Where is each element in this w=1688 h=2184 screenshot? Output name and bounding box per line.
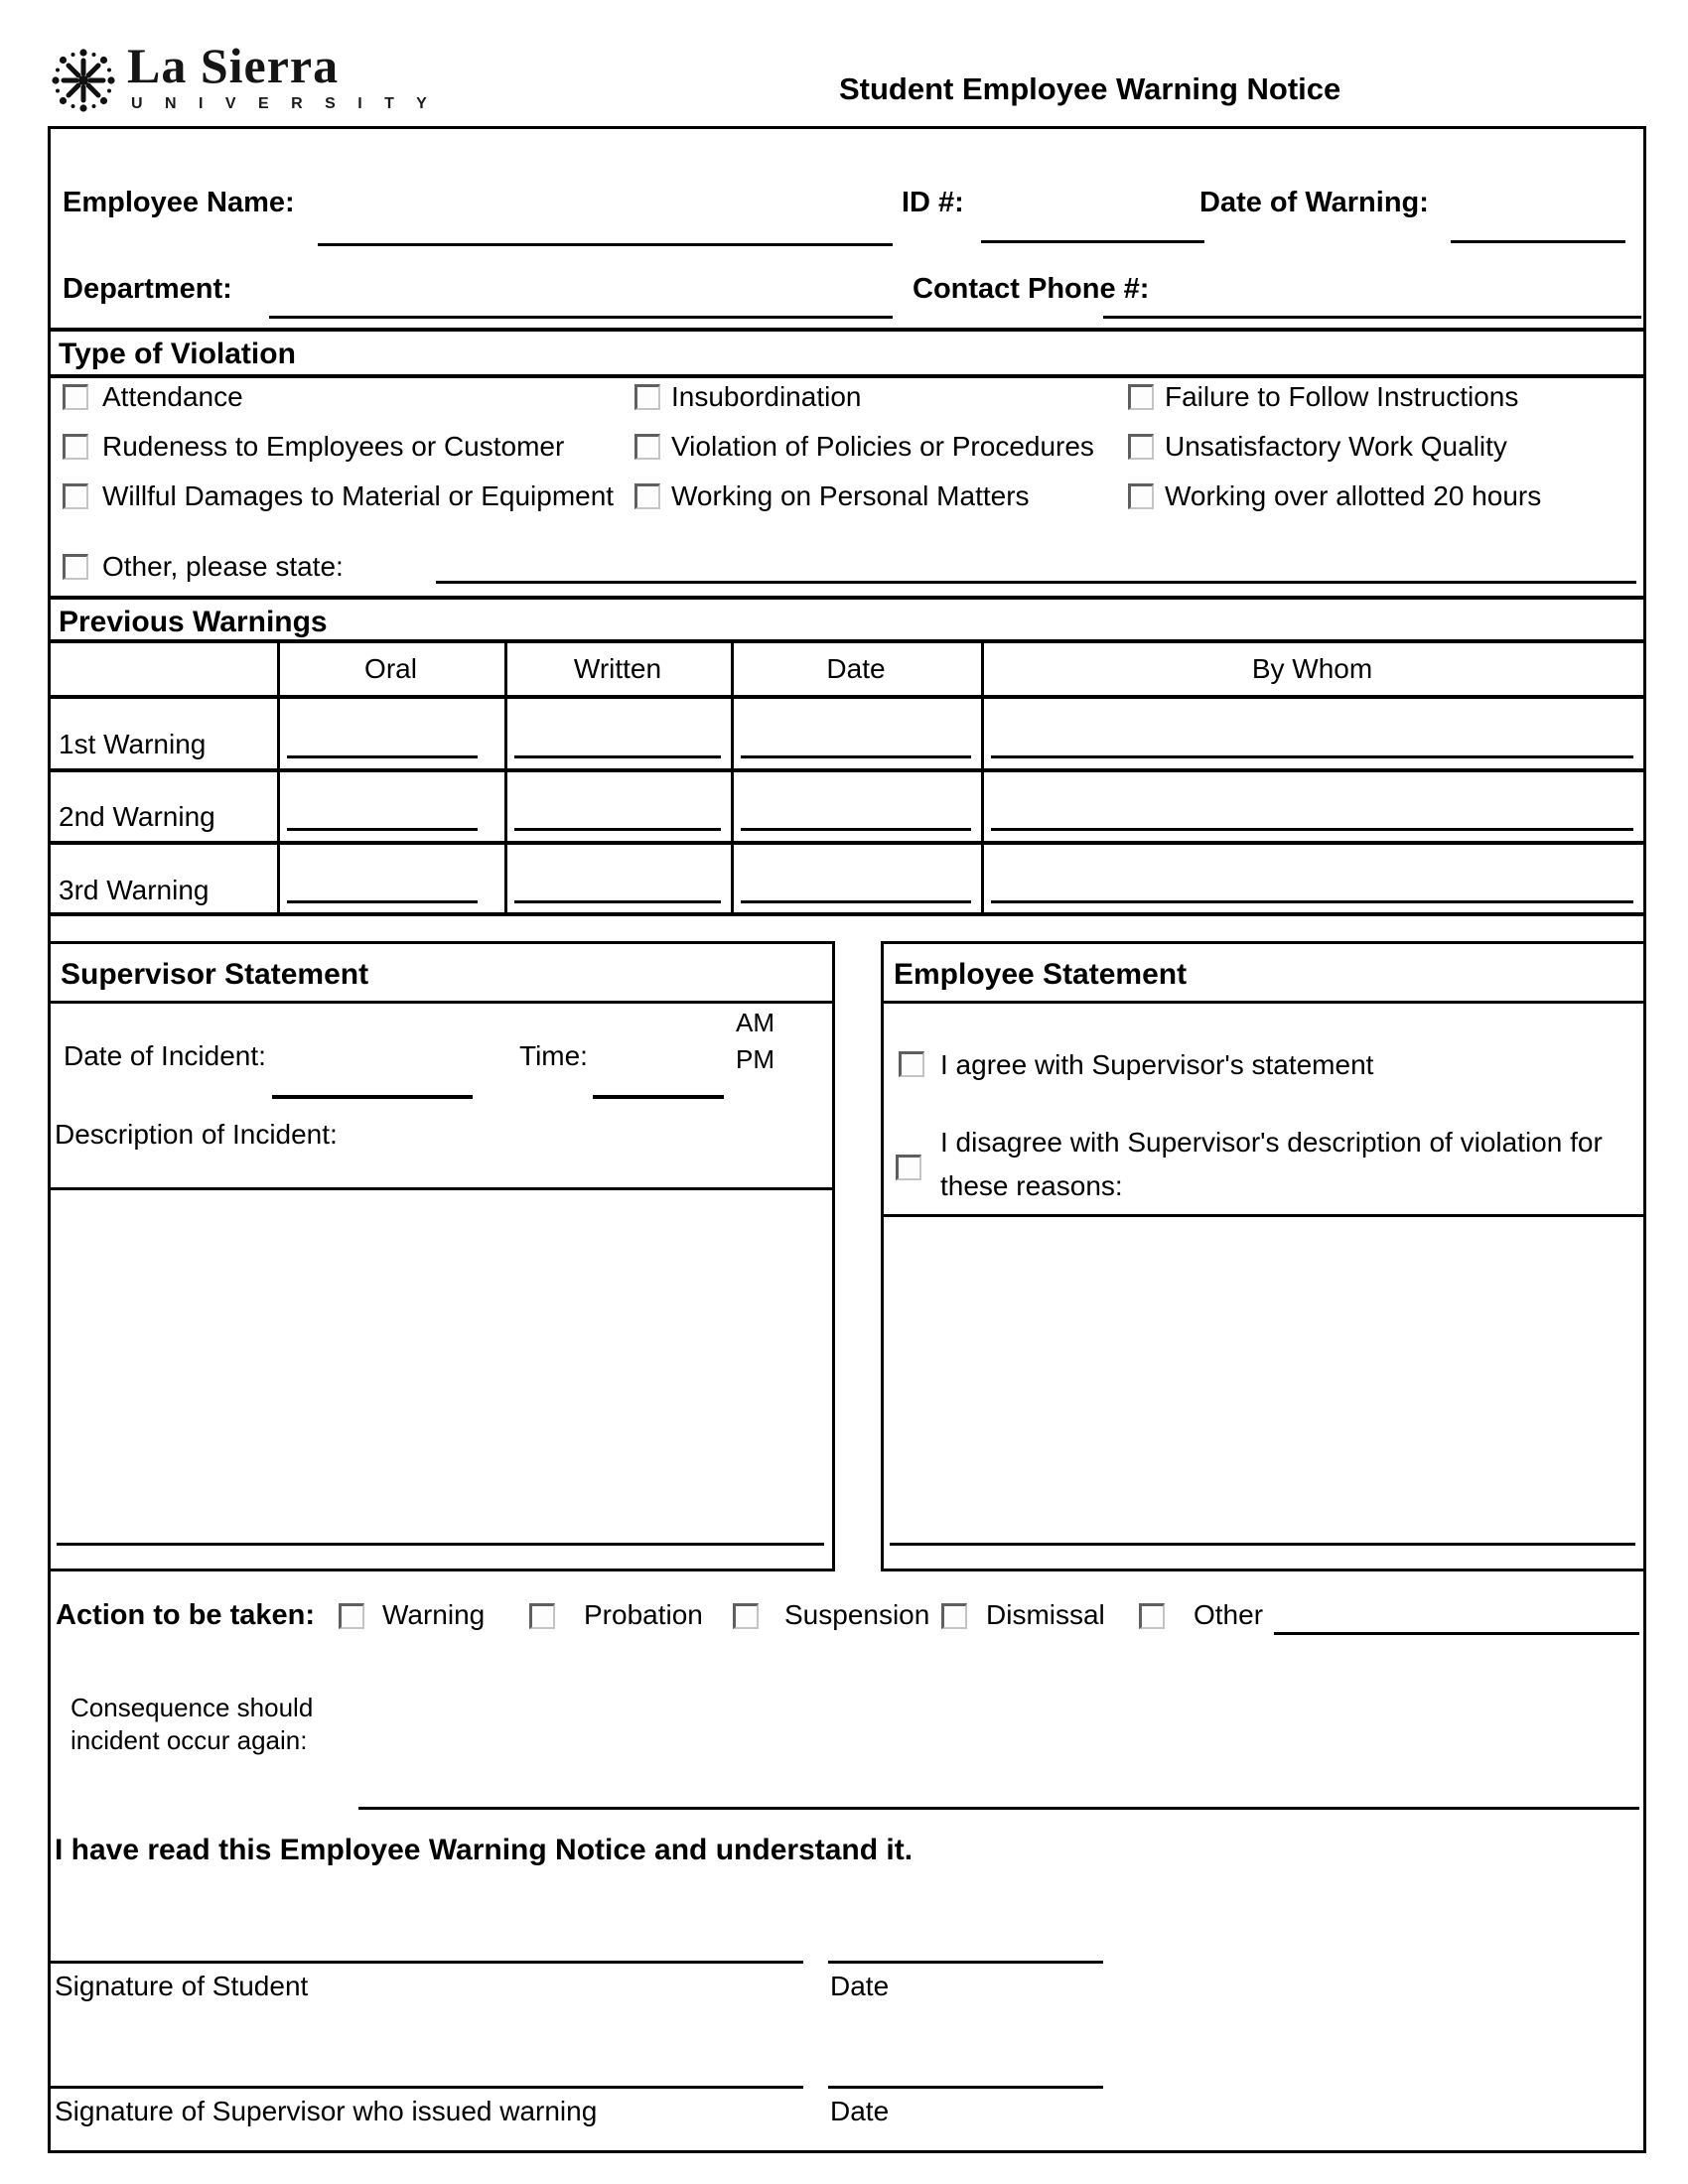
description-writing-area[interactable] — [51, 1190, 832, 1540]
violation-checkbox-other[interactable] — [63, 554, 88, 580]
id-number-field-line[interactable] — [981, 240, 1204, 243]
date-of-warning-label: Date of Warning: — [1199, 187, 1429, 218]
signature-of-supervisor-label: Signature of Supervisor who issued warning — [55, 2096, 598, 2126]
violation-checkbox-willful-damages[interactable] — [63, 483, 88, 509]
cell-line-1st-by-whom[interactable] — [991, 755, 1633, 758]
action-option-label: Dismissal — [986, 1599, 1105, 1630]
violation-option-label: Failure to Follow Instructions — [1165, 381, 1519, 412]
violation-checkbox-violation-of-policies[interactable] — [634, 434, 660, 460]
university-logo — [0, 0, 695, 126]
section-divider — [51, 328, 1643, 332]
time-label: Time: — [519, 1040, 588, 1071]
student-signature-date-line[interactable] — [828, 1961, 1103, 1964]
violation-option-label: Attendance — [102, 381, 243, 412]
department-field-line[interactable] — [269, 316, 893, 319]
student-signature-line[interactable] — [51, 1961, 803, 1964]
date-label: Date — [830, 2096, 890, 2126]
employee-statement-box — [881, 941, 1646, 1571]
violation-checkbox-rudeness[interactable] — [63, 434, 88, 460]
logo-subbrand-text: U N I V E R S I T Y — [131, 95, 436, 112]
violation-option-label: Working on Personal Matters — [671, 480, 1030, 511]
violation-checkbox-unsatisfactory-work-quality[interactable] — [1128, 434, 1154, 460]
violation-option-label: Willful Damages to Material or Equipment — [102, 480, 615, 511]
contact-phone-label: Contact Phone #: — [913, 273, 1150, 305]
violation-other-label: Other, please state: — [102, 551, 344, 582]
supervisor-signature-date-line[interactable] — [828, 2086, 1103, 2089]
agree-checkbox[interactable] — [899, 1051, 924, 1077]
violation-checkbox-attendance[interactable] — [63, 384, 88, 410]
action-option-label: Other — [1194, 1599, 1264, 1630]
violation-option-label: Rudeness to Employees or Customer — [102, 431, 565, 462]
reasons-writing-area[interactable] — [884, 1217, 1643, 1540]
date-of-incident-field-line[interactable] — [272, 1095, 473, 1099]
column-header-by-whom: By Whom — [1251, 653, 1373, 684]
table-row-line — [51, 695, 1643, 699]
violation-checkbox-failure-to-follow-instructions[interactable] — [1128, 384, 1154, 410]
column-header-written: Written — [573, 653, 662, 684]
form-title: Student Employee Warning Notice — [839, 71, 1341, 106]
description-of-incident-label: Description of Incident: — [55, 1119, 338, 1150]
table-border — [51, 912, 1643, 916]
am-label[interactable]: AM — [736, 1008, 774, 1037]
violation-checkbox-personal-matters[interactable] — [634, 483, 660, 509]
agree-label: I agree with Supervisor's statement — [940, 1049, 1374, 1080]
action-option-label: Warning — [382, 1599, 486, 1630]
section-divider — [51, 374, 1643, 378]
table-row-line — [51, 841, 1643, 845]
cell-line-2nd-oral[interactable] — [287, 828, 478, 831]
row-label-3rd-warning: 3rd Warning — [59, 875, 210, 905]
logo-brand-text: La Sierra — [127, 38, 340, 93]
action-checkbox-suspension[interactable] — [733, 1603, 759, 1629]
disagree-label: I disagree with Supervisor's description of violation for these reasons: — [940, 1127, 1603, 1201]
writing-baseline[interactable] — [57, 1543, 824, 1546]
violation-option-label: Violation of Policies or Procedures — [671, 431, 1094, 462]
supervisor-statement-box — [48, 941, 835, 1571]
id-number-label: ID #: — [902, 187, 964, 218]
action-other-field-line[interactable] — [1274, 1632, 1639, 1635]
cell-line-2nd-by-whom[interactable] — [991, 828, 1633, 831]
employee-name-label: Employee Name: — [63, 187, 295, 218]
cell-line-3rd-date[interactable] — [741, 900, 971, 903]
date-label: Date — [830, 1971, 890, 2001]
violation-option-label: Working over allotted 20 hours — [1165, 480, 1542, 511]
action-checkbox-warning[interactable] — [339, 1603, 364, 1629]
box-divider — [51, 1001, 832, 1004]
date-of-warning-field-line[interactable] — [1451, 240, 1625, 243]
date-of-incident-label: Date of Incident: — [64, 1040, 266, 1071]
employee-statement-heading: Employee Statement — [894, 958, 1188, 991]
writing-baseline[interactable] — [890, 1543, 1635, 1546]
action-to-be-taken-heading: Action to be taken: — [56, 1599, 316, 1631]
cell-line-3rd-by-whom[interactable] — [991, 900, 1633, 903]
cell-line-3rd-written[interactable] — [514, 900, 721, 903]
row-label-2nd-warning: 2nd Warning — [59, 801, 215, 832]
consequence-field-line[interactable] — [358, 1807, 1639, 1810]
pm-label[interactable]: PM — [736, 1044, 774, 1074]
time-field-line[interactable] — [593, 1095, 724, 1099]
violation-checkbox-insubordination[interactable] — [634, 384, 660, 410]
row-label-1st-warning: 1st Warning — [59, 729, 207, 759]
cell-line-2nd-written[interactable] — [514, 828, 721, 831]
section-divider — [51, 596, 1643, 600]
action-option-label: Probation — [584, 1599, 703, 1630]
box-divider — [884, 1001, 1643, 1004]
university-logo-mark — [50, 45, 117, 116]
violation-option-label: Insubordination — [671, 381, 862, 412]
table-border — [51, 639, 1643, 643]
consequence-label-line2: incident occur again: — [70, 1725, 308, 1755]
column-header-date: Date — [826, 653, 886, 684]
action-option-label: Suspension — [784, 1599, 930, 1630]
cell-line-3rd-oral[interactable] — [287, 900, 478, 903]
consequence-label-line1: Consequence should — [70, 1693, 314, 1722]
contact-phone-field-line[interactable] — [1103, 316, 1641, 319]
signature-of-student-label: Signature of Student — [55, 1971, 309, 2001]
acknowledgement-statement: I have read this Employee Warning Notice and understand it. — [55, 1834, 914, 1866]
violation-checkbox-over-20-hours[interactable] — [1128, 483, 1154, 509]
supervisor-signature-line[interactable] — [51, 2086, 803, 2089]
action-checkbox-other[interactable] — [1139, 1603, 1165, 1629]
supervisor-statement-heading: Supervisor Statement — [61, 958, 369, 991]
disagree-checkbox[interactable] — [896, 1155, 921, 1180]
previous-warnings-table — [51, 639, 1643, 916]
type-of-violation-heading: Type of Violation — [59, 338, 296, 370]
violation-option-label: Unsatisfactory Work Quality — [1165, 431, 1507, 462]
violation-other-field-line[interactable] — [436, 581, 1636, 584]
previous-warnings-heading: Previous Warnings — [59, 606, 328, 638]
employee-name-field-line[interactable] — [318, 243, 893, 246]
warning-notice-form — [48, 126, 1646, 2153]
table-row-line — [51, 768, 1643, 772]
cell-line-1st-oral[interactable] — [287, 755, 478, 758]
column-header-oral: Oral — [364, 653, 417, 684]
action-checkbox-dismissal[interactable] — [941, 1603, 967, 1629]
cell-line-1st-written[interactable] — [514, 755, 721, 758]
action-checkbox-probation[interactable] — [529, 1603, 555, 1629]
cell-line-2nd-date[interactable] — [741, 828, 971, 831]
cell-line-1st-date[interactable] — [741, 755, 971, 758]
department-label: Department: — [63, 273, 232, 305]
